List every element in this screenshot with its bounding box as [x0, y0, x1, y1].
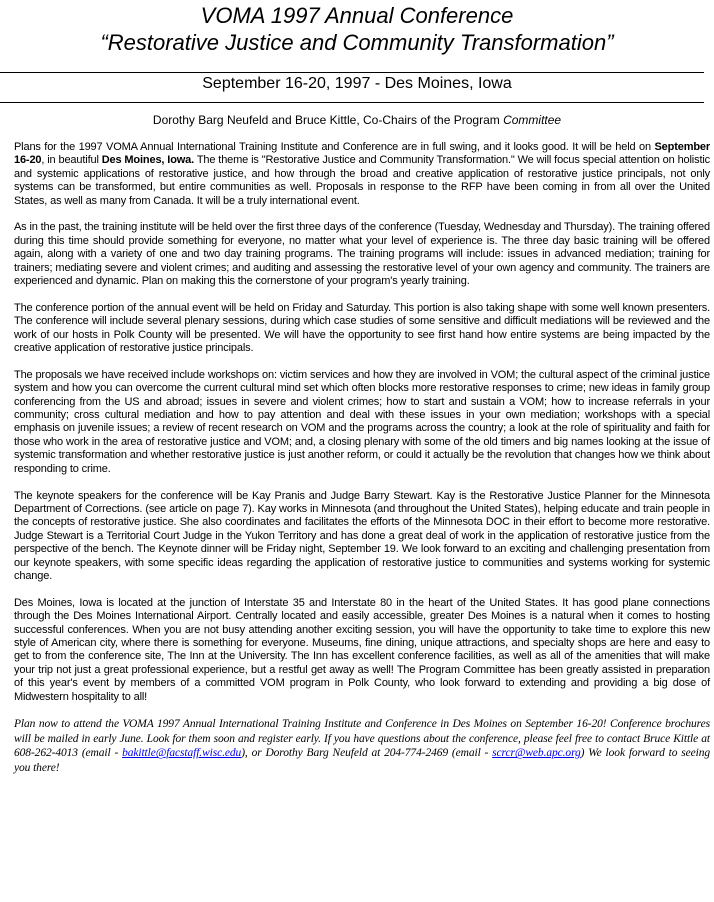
- conference-theme: “Restorative Justice and Community Transformation”: [100, 30, 614, 55]
- co-chairs-text: Dorothy Barg Neufeld and Bruce Kittle, Co-Chairs of the Program: [152, 113, 504, 127]
- paragraph-plans-text: Plans for the 1997 VOMA Annual International Training Institute and Conference are in full swing, and it looks good. It will be held on: [14, 141, 655, 153]
- paragraph-proposals: The proposals we have received include workshops on: victim services and how they are involved in VOM; the cultural aspect of the criminal justice system and how you can overcome the current cultural mind set which often blocks more restorative responses to crime; new ideas in family group conferencing from the US and abroad; issues in severe and violent crimes; how to start and sustain a VOM; how to increase referrals in your community; cross cultural mediation and how to pay attention and deal with these issues in your own mediation; workshops with a special emphasis on juvenile issues; a review of recent research on VOM and the programs across the country; a look at the role of spirituality and faith for those who work in the area of restorative justice and VOM; and, a closing plenary with some of the old timers and big names looking at the issue of systemic transformation and whether restorative justice is just another reform, or could it actually be the revolution that changes how we think about responding to crime.: [14, 368, 710, 475]
- divider-bottom: [0, 102, 704, 103]
- email-link-bakittle[interactable]: bakittle@facstaff.wisc.edu: [122, 747, 242, 760]
- paragraph-plans: [14, 141, 710, 208]
- paragraph-plans-text-3: The theme is "Restorative Justice and Community Transformation." We will focus special attention on holistic and systemic applications of restorative justice, and how through the broad and creative application of restorative justice principals, not only systems can be transformed, but entire communities as well. Proposals in response to the RFP have been coming in from all over the United States, as well as many from Canada. It will be a truly international event.: [14, 154, 711, 207]
- paragraph-des-moines: Des Moines, Iowa is located at the junction of Interstate 35 and Interstate 80 in the heart of the United States. It has good plane connections through the Des Moines International Airport. Centrally located and easily accessible, greater Des Moines is a natural when it comes to hosting successful conferences. When you are not busy attending another exciting session, you will have the opportunity to take time to explore this new style of American city, where there is something for everyone. Museums, fine dining, unique attractions, and specialty shops are here and easy to get to from the conference site, The Inn at the University. The Inn has excellent conference facilities, as well as all of the amenities that will make your trip not just a great professional experience, but a restful get away as well! The Program Committee has been greatly assisted in preparation of this year's event by members of a committed VOM program in Polk County, who look forward to extending and providing a big dose of Midwestern hospitality to all!: [14, 596, 710, 703]
- article-body: [14, 141, 710, 789]
- co-chairs-italic: Committee: [503, 113, 562, 127]
- paragraph-training-institute: As in the past, the training institute will be held over the first three days of the conference (Tuesday, Wednesday and Thursday). The training offered during this time should provide something for everyone, no matter what your level of experience is. The three day basic training will be offered again, along with a variety of one and two day training programs. The training programs will include: issues in advanced mediation; training for trainers; mediating severe and violent crimes; and auditing and assessing the restorative level of your own agency and community. The trainers are experienced and dynamic. Plan on making this the cornerstone of your program's yearly training.: [14, 221, 710, 288]
- paragraph-plans-text-2: , in beautiful: [41, 154, 102, 167]
- paragraph-closing: [14, 717, 710, 775]
- conference-dateline: September 16-20, 1997 - Des Moines, Iowa: [202, 75, 512, 92]
- conference-title: VOMA 1997 Annual Conference: [200, 3, 514, 28]
- divider-top: [0, 72, 704, 73]
- conference-dates-bold: September 16-20: [14, 141, 710, 167]
- closing-text-2: ), or Dorothy Barg Neufeld at 204-774-2469 (email -: [241, 747, 493, 760]
- paragraph-conference-portion: The conference portion of the annual event will be held on Friday and Saturday. This portion is also taking shape with some well known presenters. The conference will include several plenary sessions, during which case studies of some sensitive and difficult mediations will be reviewed and the work of our hosts in Polk County will be presented. We will have the opportunity to see first hand how entire systems are being impacted by the creative application of restorative justice principals.: [14, 301, 710, 355]
- paragraph-keynote-speakers: The keynote speakers for the conference will be Kay Pranis and Judge Barry Stewart. Kay is the Restorative Justice Planner for the Minnesota Department of Corrections. (see article on page 7). Kay works in Minnesota (and throughout the United States), helping educate and train people in the concepts of restorative justice. She also coordinates and facilitates the efforts of the Minnesota DOC in their effort to become more restorative. Judge Stewart is a Territorial Court Judge in the Yukon Territory and has done a great deal of work in the application of restorative justice from the perspective of the bench. The Keynote dinner will be Friday night, September 19. We look forward to an exciting and challenging presentation from our keynote speakers, with some specific ideas regarding the application of restorative justice to communities and systems working for systemic change.: [14, 489, 710, 582]
- closing-text: Plan now to attend the VOMA 1997 Annual International Training Institute and Conference in Des Moines on September 16-20! Conference brochures will be mailed in early June. Look for them soon and register early. If you have questions about the conference, please feel free to contact Bruce Kittle at 608-262-4013 (email -: [14, 718, 710, 760]
- co-chairs-byline: [0, 112, 714, 128]
- closing-text-3: ) We look forward to seeing you there!: [14, 747, 710, 774]
- conference-location-bold: Des Moines, Iowa.: [101, 154, 195, 167]
- email-link-scrcr[interactable]: scrcr@web.apc.org: [492, 747, 581, 760]
